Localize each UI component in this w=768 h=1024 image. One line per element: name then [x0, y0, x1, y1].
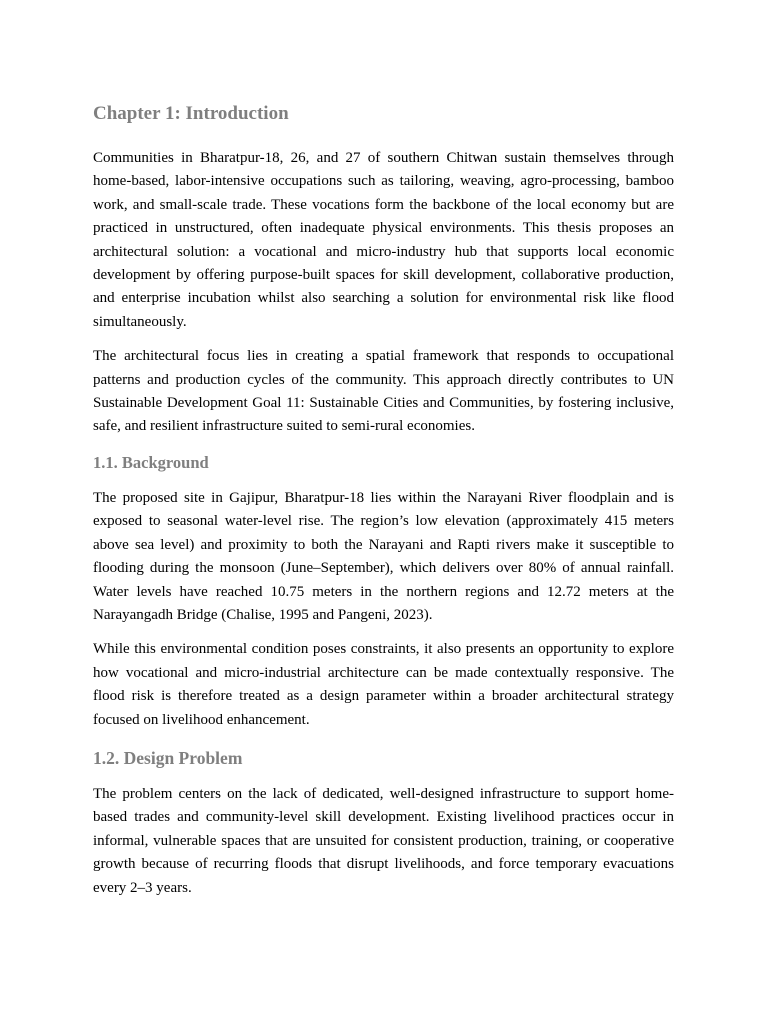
intro-paragraph-1: Communities in Bharatpur-18, 26, and 27 of southern Chitwan sustain themselves through home-based, labor-intensive occupations such as tailoring, weaving, agro-processing, bamboo work, and small-scale trade. These vocations form the backbone of the local economy but are practiced in unstructured, often inadequate physical environments. This thesis proposes an architectural solution: a vocational and micro-industry hub that supports local economic development by offering purpose-built spaces for skill development, collaborative production, and enterprise incubation whilst also searching a solution for environmental risk like flood simultaneously.: [93, 150, 674, 330]
chapter-title: Chapter 1: Introduction: [93, 103, 289, 124]
design-problem-paragraph-1: The problem centers on the lack of dedicated, well-designed infrastructure to support home-based trades and community-level skill development. Existing livelihood practices occur in informal, vulnerable spaces that are unsuited for consistent production, training, or cooperative growth because of recurring floods that disrupt livelihoods, and force temporary evacuations every 2–3 years.: [93, 785, 674, 896]
design-problem-heading: 1.2. Design Problem: [93, 747, 243, 768]
background-heading: 1.1. Background: [93, 452, 209, 472]
background-paragraph-2: While this environmental condition poses constraints, it also presents an opportunity to explore how vocational and micro-industrial architecture can be made contextually responsive. The flood risk is therefore treated as a design parameter within a broader architectural strategy focused on livelihood enhancement.: [93, 641, 674, 728]
background-paragraph-1: The proposed site in Gajipur, Bharatpur-18 lies within the Narayani River floodplain and is exposed to seasonal water-level rise. The region’s low elevation (approximately 415 meters above sea level) and proximity to both the Narayani and Rapti rivers make it susceptible to flooding during the monsoon (June–September), which delivers over 80% of annual rainfall. Water levels have reached 10.75 meters in the northern regions and 12.72 meters at the Narayangadh Bridge (Chalise, 1995 and Pangeni, 2023).: [93, 489, 674, 623]
intro-paragraph-2: The architectural focus lies in creating a spatial framework that responds to occupational patterns and production cycles of the community. This approach directly contributes to UN Sustainable Development Goal 11: Sustainable Cities and Communities, by fostering inclusive, safe, and resilient infrastructure suited to semi-rural economies.: [93, 348, 674, 435]
document-page: [93, 100, 674, 911]
